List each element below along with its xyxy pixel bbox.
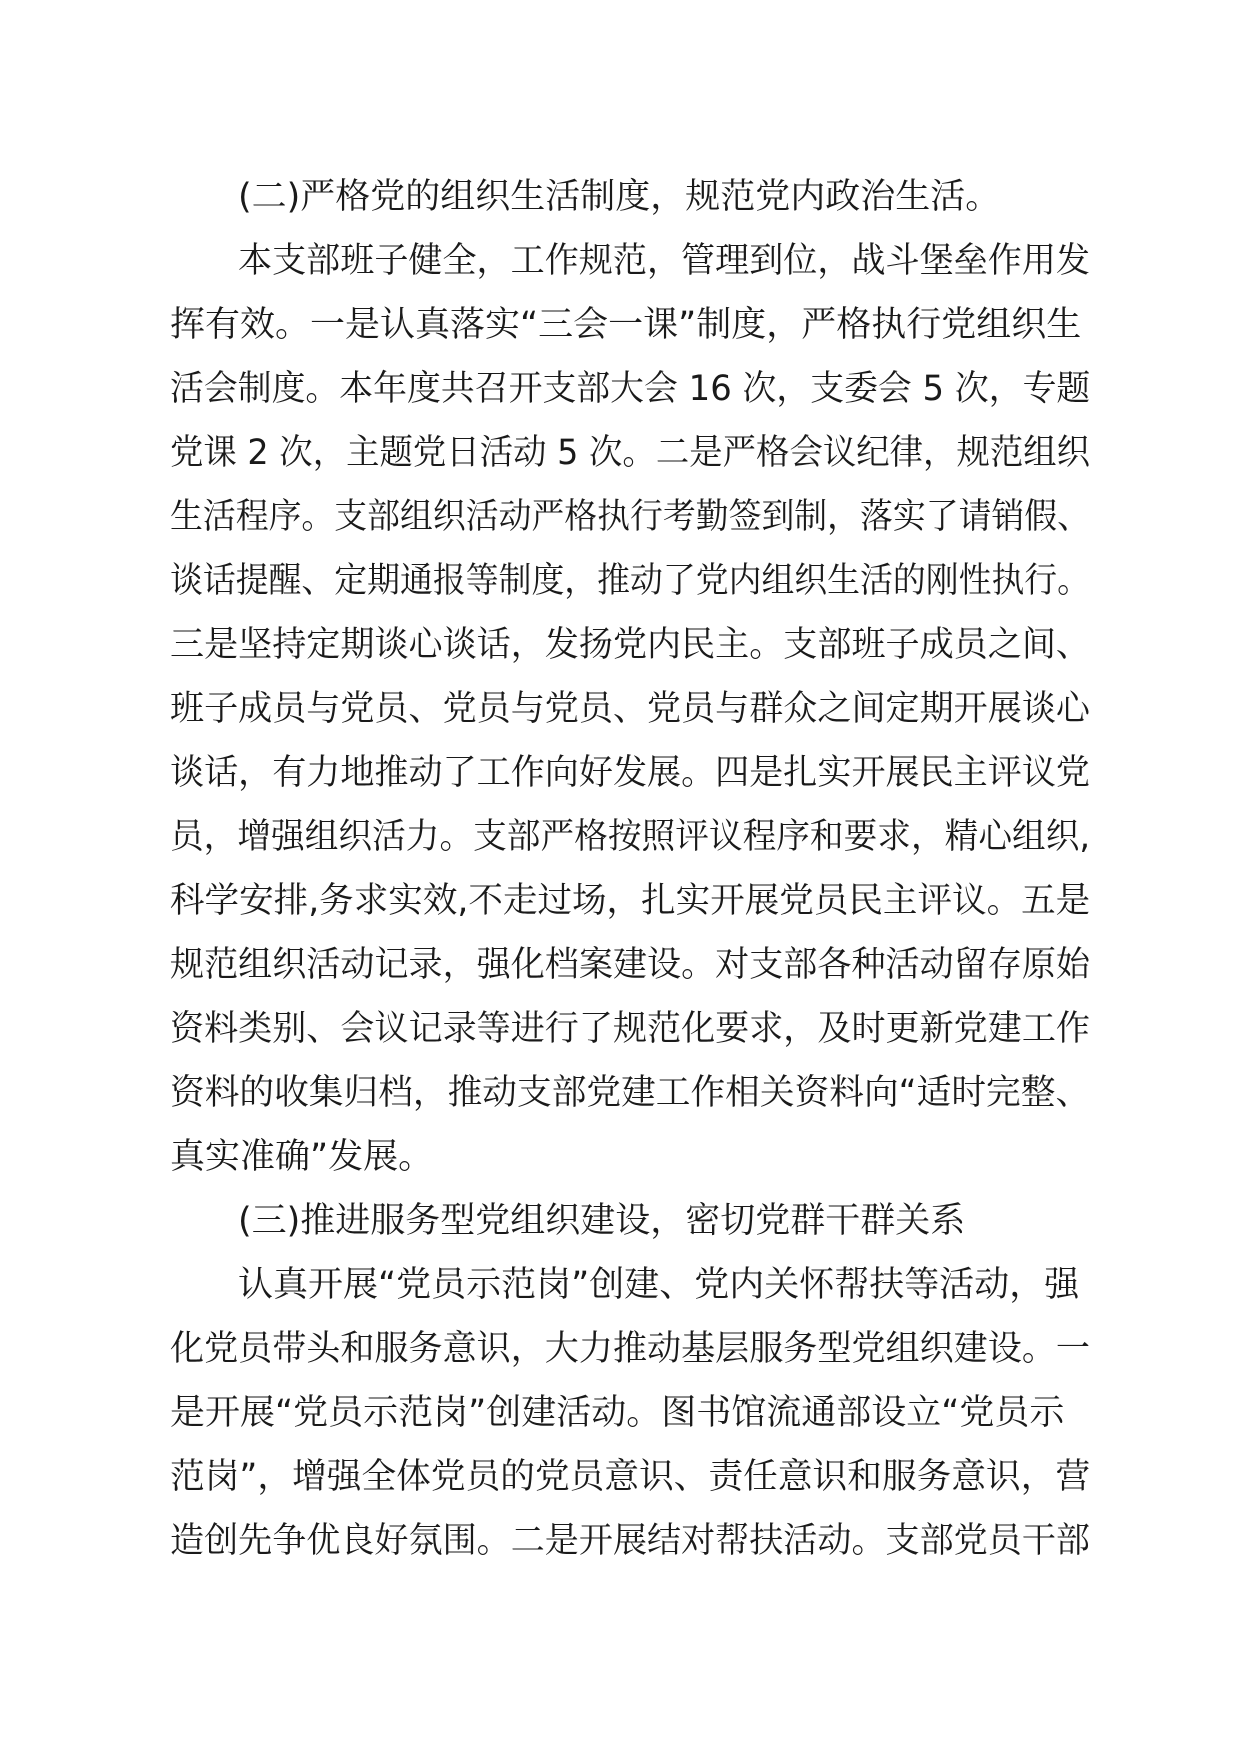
paragraph-line: 本支部班子健全，工作规范，管理到位，战斗堡垒作用发 (238, 241, 1091, 281)
paragraph-line: 科学安排,务求实效,不走过场，扎实开展党员民主评议。五是 (170, 881, 1091, 921)
paragraph-line: 资料的收集归档，推动支部党建工作相关资料向“适时完整、 (170, 1073, 1091, 1113)
paragraph-line: 是开展“党员示范岗”创建活动。图书馆流通部设立“党员示 (170, 1393, 1065, 1433)
section-heading-3: (三)推进服务型党组织建设，密切党群干群关系 (238, 1201, 966, 1241)
paragraph-line: 化党员带头和服务意识，大力推动基层服务型党组织建设。一 (170, 1329, 1090, 1369)
paragraph-line: 规范组织活动记录，强化档案建设。对支部各种活动留存原始 (170, 945, 1090, 985)
paragraph-line: 真实准确”发展。 (170, 1137, 434, 1177)
paragraph-line: 造创先争优良好氛围。二是开展结对帮扶活动。支部党员干部 (170, 1521, 1090, 1561)
section-heading-2: (二)严格党的组织生活制度，规范党内政治生活。 (238, 177, 1001, 217)
paragraph-line: 范岗”，增强全体党员的党员意识、责任意识和服务意识，营 (170, 1457, 1091, 1497)
paragraph-line: 资料类别、会议记录等进行了规范化要求，及时更新党建工作 (170, 1009, 1090, 1049)
paragraph-line: 生活程序。支部组织活动严格执行考勤签到制，落实了请销假、 (170, 497, 1091, 537)
paragraph-line: 班子成员与党员、党员与党员、党员与群众之间定期开展谈心 (170, 689, 1090, 729)
paragraph-line: 员，增强组织活力。支部严格按照评议程序和要求，精心组织, (170, 817, 1091, 857)
paragraph-line: 活会制度。本年度共召开支部大会 16 次，支委会 5 次，专题 (170, 369, 1091, 409)
paragraph-line: 挥有效。一是认真落实“三会一课”制度，严格执行党组织生 (170, 305, 1082, 345)
paragraph-line: 党课 2 次，主题党日活动 5 次。二是严格会议纪律，规范组织 (170, 433, 1091, 473)
paragraph-line: 三是坚持定期谈心谈话，发扬党内民主。支部班子成员之间、 (170, 625, 1090, 665)
paragraph-line: 认真开展“党员示范岗”创建、党内关怀帮扶等活动，强 (238, 1265, 1080, 1305)
paragraph-line: 谈话提醒、定期通报等制度，推动了党内组织生活的刚性执行。 (170, 561, 1091, 601)
paragraph-line: 谈话，有力地推动了工作向好发展。四是扎实开展民主评议党 (170, 753, 1090, 793)
